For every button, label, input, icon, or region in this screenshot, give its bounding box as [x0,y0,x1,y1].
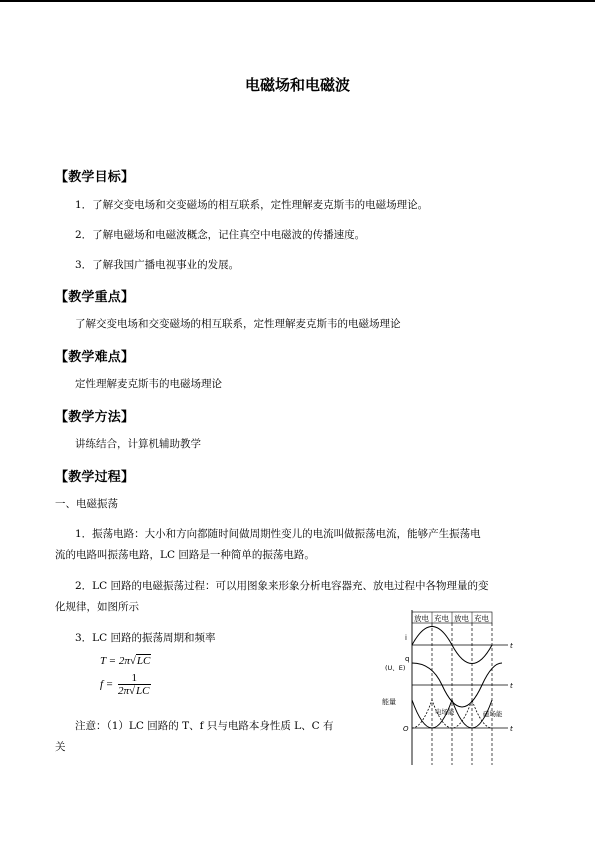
paragraph-line: 化规律，如图所示 [55,601,139,613]
paragraph-line: 1．振荡电路：大小和方向都随时间做周期性变儿的电流叫做振荡电流，能够产生振荡电 [75,528,481,540]
methods-text: 讲练结合，计算机辅助教学 [75,438,201,450]
phase-label: 放电 [414,614,429,623]
phase-label: 充电 [474,614,489,623]
formula-frequency [100,672,151,698]
difficulties-text: 定性理解麦克斯韦的电磁场理论 [75,378,222,390]
formula-frequency-lhs: f = [100,678,114,691]
paragraph-line: 流的电路叫振荡电路，LC 回路是一种简单的振荡电路。 [55,549,315,561]
formula-numerator: 1 [118,672,151,685]
top-rule [0,0,595,2]
key-points-text: 了解交变电场和交变磁场的相互联系，定性理解麦克斯韦的电磁场理论 [75,318,401,330]
phase-label: 充电 [434,614,449,623]
paragraph-line: 2．LC 回路的电磁振荡过程：可以用图象来形象分析电容器充、放电过程中各物理量的变 [75,580,489,592]
formula-den-coef: 2π [117,685,129,697]
label-i: i [405,634,407,642]
section-heading-difficulties: 【教学难点】 [55,350,135,365]
phase-label: 放电 [454,614,469,623]
section-heading-goals: 【教学目标】 [55,170,135,185]
axis-t-label: t [510,642,513,650]
axis-t-label: t [510,725,513,733]
formula-fraction [118,672,151,698]
axis-t-label: t [510,682,513,690]
paragraph-line: 3．LC 回路的振荡周期和频率 [75,632,216,644]
page-title: 电磁场和电磁波 [244,76,350,94]
formula-period: T = 2π√LC [100,655,151,667]
goal-item: 2．了解电磁场和电磁波概念，记住真空中电磁波的传播速度。 [75,229,366,241]
formula-denominator: 2π√LC [117,685,150,697]
label-energy: 能量 [382,698,396,706]
section-heading-key-points: 【教学重点】 [55,290,135,305]
origin-label: O [403,725,409,733]
process-heading: 一、电磁振荡 [55,498,118,510]
label-q: q [405,655,410,663]
label-electric-energy: 电场能 [435,708,455,716]
goal-item: 1．了解交变电场和交变磁场的相互联系，定性理解麦克斯韦的电磁场理论。 [75,199,429,211]
formula-period-sqrt: LC [136,655,151,667]
paragraph-line: 注意：（1）LC 回路的 T、f 只与电路本身性质 L、C 有 [75,720,334,732]
label-magnetic-energy: 磁场能 [483,710,503,718]
formula-period-lhs: T = 2π [100,655,130,667]
formula-den-sqrt: LC [136,685,150,697]
paragraph-line: 关 [55,741,66,753]
section-heading-methods: 【教学方法】 [55,410,135,425]
lc-oscillation-figure [365,600,525,770]
label-uE: (U、E) [385,664,406,672]
section-heading-process: 【教学过程】 [55,470,135,485]
goal-item: 3．了解我国广播电视事业的发展。 [75,259,240,271]
